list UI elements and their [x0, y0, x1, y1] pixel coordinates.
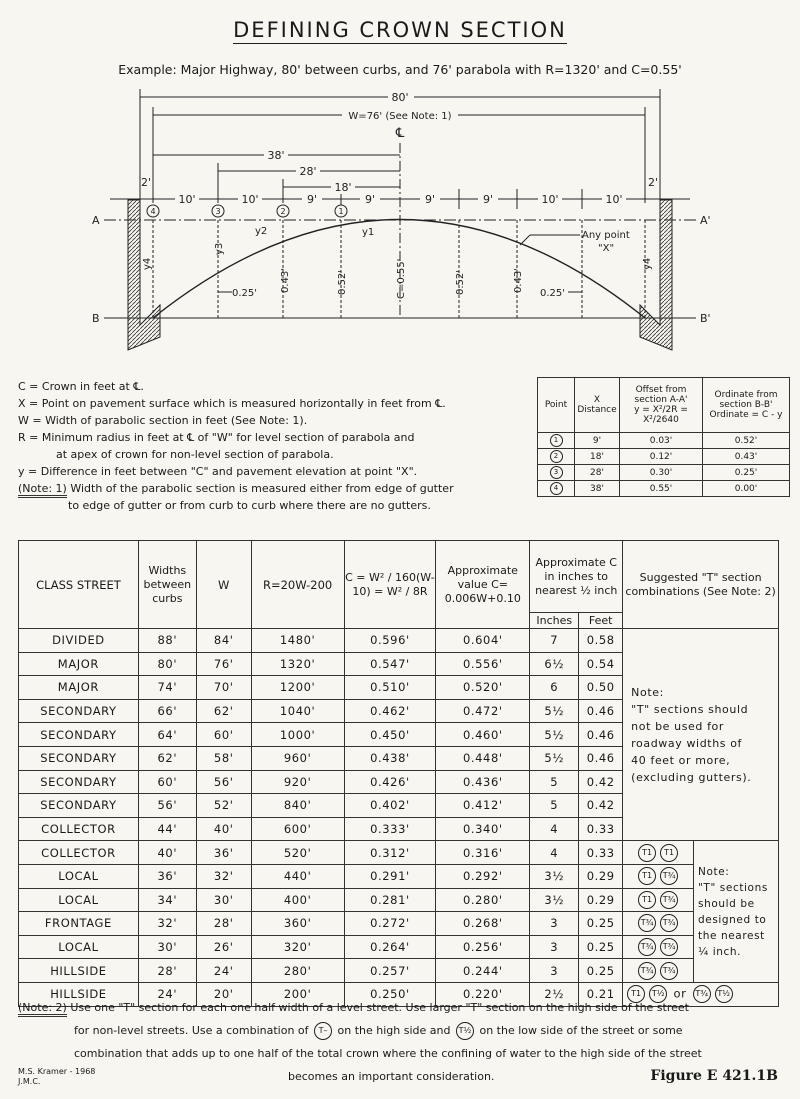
dim-2-right: 2' — [647, 176, 659, 189]
approx-cell: 0.436' — [436, 770, 530, 794]
r-cell: 440' — [251, 864, 344, 888]
approx-cell: 0.472' — [436, 699, 530, 723]
feet-cell: 0.33 — [579, 841, 623, 865]
t-section-icon: T1 — [660, 844, 678, 862]
approx-cell: 0.412' — [436, 794, 530, 818]
r-cell: 280' — [251, 959, 344, 983]
approx-cell: 0.256' — [436, 935, 530, 959]
class-cell: HILLSIDE — [19, 959, 139, 983]
widths-cell: 56' — [138, 794, 196, 818]
y1-label: y1 — [362, 227, 375, 238]
table-row — [19, 629, 779, 653]
col-point: Point — [538, 378, 575, 433]
note-line: roadway widths of — [631, 736, 742, 750]
note2-label: (Note: 2) — [18, 1001, 67, 1017]
widths-cell: 32' — [138, 912, 196, 936]
t-section-icon: T¾ — [638, 938, 656, 956]
feet-cell: 0.46 — [579, 699, 623, 723]
class-cell: DIVIDED — [19, 629, 139, 653]
table-row — [19, 935, 779, 959]
r-cell: 840' — [251, 794, 344, 818]
t-section-icon: T– — [314, 1022, 332, 1040]
legend-w: W = Width of parabolic section in feet (See Note: 1). — [18, 414, 308, 427]
inches-cell: 6½ — [530, 652, 579, 676]
dim-28-label: 28' — [299, 165, 317, 178]
note-small — [694, 841, 779, 983]
x-cell: 18' — [575, 449, 620, 465]
r-cell: 320' — [251, 935, 344, 959]
approx-cell: 0.220' — [436, 982, 530, 1006]
r-cell: 520' — [251, 841, 344, 865]
hdr-widths: Widths between curbs — [138, 541, 196, 629]
ord-left-052: 0.52' — [337, 269, 348, 295]
ord-right-043: 0.43' — [513, 267, 524, 293]
x-cell: 28' — [575, 465, 620, 481]
class-cell: MAJOR — [19, 652, 139, 676]
class-cell: SECONDARY — [19, 794, 139, 818]
ordinate-cell: 0.43' — [703, 449, 790, 465]
feet-cell: 0.33 — [579, 817, 623, 841]
t-section-icon: T¾ — [660, 938, 678, 956]
seg-right-3: 10' — [541, 193, 559, 206]
offset-row — [538, 481, 790, 497]
note2-line3: combination that adds up to one half of the total crown where the confining of water to the high side of the street — [74, 1047, 702, 1060]
crown-section-diagram — [0, 85, 800, 360]
note1-label: (Note: 1) — [18, 482, 67, 498]
widths-cell: 88' — [138, 629, 196, 653]
inches-cell: 5½ — [530, 723, 579, 747]
c-cell: 0.333' — [344, 817, 436, 841]
w-cell: 56' — [196, 770, 251, 794]
ordinate-formula: Ordinate = C - y — [709, 410, 783, 420]
ordinate-cell: 0.00' — [703, 481, 790, 497]
class-cell: MAJOR — [19, 676, 139, 700]
t-section-icon: T½ — [456, 1022, 474, 1040]
class-cell: SECONDARY — [19, 723, 139, 747]
legend — [18, 378, 518, 514]
table-row — [19, 864, 779, 888]
feet-cell: 0.46 — [579, 723, 623, 747]
table-row — [19, 841, 779, 865]
feet-cell: 0.54 — [579, 652, 623, 676]
t-section-icon: T1 — [638, 891, 656, 909]
ord-right-052: 0.52' — [455, 269, 466, 295]
c-cell: 0.281' — [344, 888, 436, 912]
dim-w-label: W=76' (See Note: 1) — [348, 111, 452, 122]
ord-center: C=0.55' — [396, 258, 407, 299]
note-line: should be — [698, 897, 755, 910]
t-section-icon: T¾ — [638, 914, 656, 932]
legend-c: C = Crown in feet at ℄. — [18, 380, 144, 393]
t-section-icon: T¾ — [660, 962, 678, 980]
approx-cell: 0.604' — [436, 629, 530, 653]
feet-cell: 0.21 — [579, 982, 623, 1006]
credit-initials: J.M.C. — [18, 1077, 41, 1086]
t-combo — [623, 888, 694, 912]
w-cell: 62' — [196, 699, 251, 723]
any-point-x: "X" — [598, 243, 615, 254]
feet-cell: 0.25 — [579, 935, 623, 959]
t-section-icon: T¾ — [693, 985, 711, 1003]
table-row — [19, 912, 779, 936]
seg-left-3: 9' — [306, 193, 318, 206]
offset-cell: 0.55' — [620, 481, 703, 497]
or-label: or — [673, 986, 687, 1001]
point-circle: 1 — [550, 434, 563, 447]
c-cell: 0.510' — [344, 676, 436, 700]
t-section-icon: T¾ — [660, 867, 678, 885]
page-title: DEFINING CROWN SECTION — [233, 18, 567, 42]
x-cell: 9' — [575, 433, 620, 449]
offset-cell: 0.30' — [620, 465, 703, 481]
r-cell: 200' — [251, 982, 344, 1006]
point-3-label: 3 — [215, 207, 221, 216]
hdr-suggested: Suggested "T" section combinations (See Note: 2) — [623, 541, 779, 629]
c-cell: 0.257' — [344, 959, 436, 983]
note-line: Note: — [631, 685, 664, 699]
t-combo — [623, 841, 694, 865]
figure-label: Figure E 421.1B — [650, 1068, 778, 1084]
seg-right-1: 9' — [424, 193, 436, 206]
t-section-icon: T¾ — [638, 962, 656, 980]
widths-cell: 24' — [138, 982, 196, 1006]
t-section-icon: T¾ — [660, 891, 678, 909]
hdr-feet: Feet — [579, 613, 623, 629]
inches-cell: 2½ — [530, 982, 579, 1006]
widths-cell: 36' — [138, 864, 196, 888]
approx-cell: 0.556' — [436, 652, 530, 676]
widths-cell: 80' — [138, 652, 196, 676]
inches-cell: 3½ — [530, 888, 579, 912]
point-4-label: 4 — [150, 207, 156, 216]
any-point-label: Any point — [582, 230, 630, 241]
seg-right-2: 9' — [482, 193, 494, 206]
c-cell: 0.426' — [344, 770, 436, 794]
c-cell: 0.312' — [344, 841, 436, 865]
t-section-icon: T¾ — [660, 914, 678, 932]
w-cell: 40' — [196, 817, 251, 841]
note-line: ¼ inch. — [698, 945, 742, 958]
note-line: designed to — [698, 913, 767, 926]
c-cell: 0.264' — [344, 935, 436, 959]
w-cell: 32' — [196, 864, 251, 888]
widths-cell: 62' — [138, 746, 196, 770]
t-section-icon: T1 — [638, 867, 656, 885]
dim-2-left: 2' — [140, 176, 152, 189]
y2-label: y2 — [255, 226, 268, 237]
w-cell: 28' — [196, 912, 251, 936]
t-combo — [623, 959, 694, 983]
t-combo — [623, 864, 694, 888]
x-cell: 38' — [575, 481, 620, 497]
widths-cell: 74' — [138, 676, 196, 700]
c-cell: 0.402' — [344, 794, 436, 818]
t-combo — [623, 912, 694, 936]
ordinate-cell: 0.52' — [703, 433, 790, 449]
hdr-w: W — [196, 541, 251, 629]
r-cell: 400' — [251, 888, 344, 912]
table-row — [19, 959, 779, 983]
inches-cell: 5 — [530, 770, 579, 794]
r-cell: 1200' — [251, 676, 344, 700]
credit-author: M.S. Kramer - 1968 — [18, 1067, 96, 1076]
hdr-approx-in: Approximate C in inches to nearest ½ inch — [530, 541, 623, 613]
feet-cell: 0.29 — [579, 888, 623, 912]
class-cell: HILLSIDE — [19, 982, 139, 1006]
inches-cell: 6 — [530, 676, 579, 700]
y4-left: y4 — [142, 257, 153, 270]
approx-cell: 0.520' — [436, 676, 530, 700]
point-circle: 2 — [550, 450, 563, 463]
feet-cell: 0.50 — [579, 676, 623, 700]
w-cell: 30' — [196, 888, 251, 912]
r-cell: 1000' — [251, 723, 344, 747]
approx-cell: 0.316' — [436, 841, 530, 865]
inches-cell: 5½ — [530, 699, 579, 723]
t-section-icon: T1 — [627, 985, 645, 1003]
inches-cell: 4 — [530, 841, 579, 865]
legend-r2: at apex of crown for non-level section of parabola. — [56, 448, 334, 461]
feet-cell: 0.42 — [579, 770, 623, 794]
dim-38-label: 38' — [267, 149, 285, 162]
note-line: the nearest — [698, 929, 765, 942]
offset-header: Offset from section A-A' — [634, 385, 688, 405]
feet-cell: 0.58 — [579, 629, 623, 653]
w-cell: 26' — [196, 935, 251, 959]
note-line: 40 feet or more, — [631, 753, 731, 767]
note2-line2c: on the low side of the street or some — [479, 1024, 683, 1037]
class-cell: LOCAL — [19, 888, 139, 912]
c-cell: 0.291' — [344, 864, 436, 888]
ord-left-043: 0.43' — [280, 267, 291, 293]
r-cell: 360' — [251, 912, 344, 936]
hdr-class: CLASS STREET — [19, 541, 139, 629]
note-line: Note: — [698, 865, 730, 878]
t-combo — [623, 935, 694, 959]
hdr-c-formula: C = W² / 160(W-10) = W² / 8R — [344, 541, 436, 629]
widths-cell: 66' — [138, 699, 196, 723]
class-cell: SECONDARY — [19, 770, 139, 794]
y4-right: y4 — [642, 257, 653, 270]
widths-cell: 34' — [138, 888, 196, 912]
t-section-icon: T½ — [649, 985, 667, 1003]
offset-row — [538, 433, 790, 449]
note-big — [623, 629, 779, 841]
class-cell: COLLECTOR — [19, 841, 139, 865]
offset-row — [538, 465, 790, 481]
y3-label: y3 — [214, 242, 225, 255]
widths-cell: 60' — [138, 770, 196, 794]
point-2-label: 2 — [280, 207, 286, 216]
w-cell: 52' — [196, 794, 251, 818]
inches-cell: 7 — [530, 629, 579, 653]
w-cell: 24' — [196, 959, 251, 983]
note2-line1: Use one "T" section for each one half width of a level street. Use larger "T" section on the high side of the street — [70, 1001, 689, 1014]
hdr-inches: Inches — [530, 613, 579, 629]
inches-cell: 5 — [530, 794, 579, 818]
c-cell: 0.547' — [344, 652, 436, 676]
r-cell: 1320' — [251, 652, 344, 676]
seg-left-4: 9' — [364, 193, 376, 206]
note-line: "T" sections — [698, 881, 768, 894]
ordinate-header: Ordinate from section B-B' — [714, 390, 778, 410]
legend-x: X = Point on pavement surface which is measured horizontally in feet from ℄. — [18, 397, 446, 410]
approx-cell: 0.460' — [436, 723, 530, 747]
inches-cell: 3½ — [530, 864, 579, 888]
w-cell: 36' — [196, 841, 251, 865]
approx-cell: 0.280' — [436, 888, 530, 912]
r-cell: 920' — [251, 770, 344, 794]
note-line: "T" sections should — [631, 702, 749, 716]
feet-cell: 0.25 — [579, 912, 623, 936]
hdr-r: R=20W-200 — [251, 541, 344, 629]
col-x: X Distance — [575, 378, 620, 433]
seg-left-2: 10' — [241, 193, 259, 206]
offset-formula: y = X²/2R = X²/2640 — [634, 405, 688, 425]
c-cell: 0.596' — [344, 629, 436, 653]
widths-cell: 64' — [138, 723, 196, 747]
point-circle: 3 — [550, 466, 563, 479]
inches-cell: 3 — [530, 935, 579, 959]
hdr-approx: Approximate value C= 0.006W+0.10 — [436, 541, 530, 629]
approx-cell: 0.292' — [436, 864, 530, 888]
approx-cell: 0.244' — [436, 959, 530, 983]
r-cell: 960' — [251, 746, 344, 770]
w-cell: 58' — [196, 746, 251, 770]
feet-cell: 0.42 — [579, 794, 623, 818]
note-line: (excluding gutters). — [631, 770, 752, 784]
c-cell: 0.272' — [344, 912, 436, 936]
note2-line2b: on the high side and — [337, 1024, 451, 1037]
note1-text2: to edge of gutter or from curb to curb where there are no gutters. — [68, 499, 431, 512]
note2-line2a: for non-level streets. Use a combination of — [74, 1024, 309, 1037]
feet-cell: 0.46 — [579, 746, 623, 770]
offset-cell: 0.12' — [620, 449, 703, 465]
class-cell: SECONDARY — [19, 699, 139, 723]
ordinate-cell: 0.25' — [703, 465, 790, 481]
r-cell: 1480' — [251, 629, 344, 653]
label-b: B — [92, 312, 100, 325]
t-section-icon: T½ — [715, 985, 733, 1003]
c-cell: 0.462' — [344, 699, 436, 723]
col-offset — [620, 378, 703, 433]
t-section-icon: T1 — [638, 844, 656, 862]
dim-80-label: 80' — [391, 91, 409, 104]
w-cell: 20' — [196, 982, 251, 1006]
c-cell: 0.438' — [344, 746, 436, 770]
r-cell: 600' — [251, 817, 344, 841]
c-cell: 0.250' — [344, 982, 436, 1006]
inches-cell: 3 — [530, 959, 579, 983]
inches-cell: 4 — [530, 817, 579, 841]
class-cell: COLLECTOR — [19, 817, 139, 841]
approx-cell: 0.268' — [436, 912, 530, 936]
legend-r1: R = Minimum radius in feet at ℄ of "W" for level section of parabola and — [18, 431, 415, 444]
col-ordinate — [703, 378, 790, 433]
credit — [18, 1067, 95, 1087]
example-caption: Example: Major Highway, 80' between curbs, and 76' parabola with R=1320' and C=0.55' — [118, 62, 682, 77]
widths-cell: 30' — [138, 935, 196, 959]
centerline-symbol: ℄ — [395, 126, 405, 141]
approx-cell: 0.340' — [436, 817, 530, 841]
seg-right-4: 10' — [605, 193, 623, 206]
inches-cell: 3 — [530, 912, 579, 936]
label-b-prime: B' — [700, 312, 711, 325]
inches-cell: 5½ — [530, 746, 579, 770]
note2-line4: becomes an important consideration. — [288, 1070, 495, 1083]
label-a: A — [92, 214, 100, 227]
class-cell: LOCAL — [19, 864, 139, 888]
w-cell: 76' — [196, 652, 251, 676]
class-cell: FRONTAGE — [19, 912, 139, 936]
widths-cell: 40' — [138, 841, 196, 865]
offset-cell: 0.03' — [620, 433, 703, 449]
point-1-label: 1 — [338, 207, 344, 216]
offset-table — [537, 377, 790, 497]
w-cell: 70' — [196, 676, 251, 700]
offset-row — [538, 449, 790, 465]
approx-cell: 0.448' — [436, 746, 530, 770]
note1-text: Width of the parabolic section is measured either from edge of gutter — [70, 482, 454, 495]
left-curb — [128, 200, 160, 350]
c-cell: 0.450' — [344, 723, 436, 747]
ord-left-025: 0.25' — [232, 288, 258, 299]
legend-y: y = Difference in feet between "C" and pavement elevation at point "X". — [18, 465, 418, 478]
crown-table — [18, 540, 779, 1007]
class-cell: SECONDARY — [19, 746, 139, 770]
widths-cell: 28' — [138, 959, 196, 983]
label-a-prime: A' — [700, 214, 711, 227]
seg-left-1: 10' — [178, 193, 196, 206]
w-cell: 84' — [196, 629, 251, 653]
table-row — [19, 888, 779, 912]
dim-18-label: 18' — [334, 181, 352, 194]
feet-cell: 0.29 — [579, 864, 623, 888]
ord-right-025: 0.25' — [540, 288, 566, 299]
r-cell: 1040' — [251, 699, 344, 723]
point-circle: 4 — [550, 482, 563, 495]
note-line: not be used for — [631, 719, 725, 733]
widths-cell: 44' — [138, 817, 196, 841]
class-cell: LOCAL — [19, 935, 139, 959]
feet-cell: 0.25 — [579, 959, 623, 983]
w-cell: 60' — [196, 723, 251, 747]
